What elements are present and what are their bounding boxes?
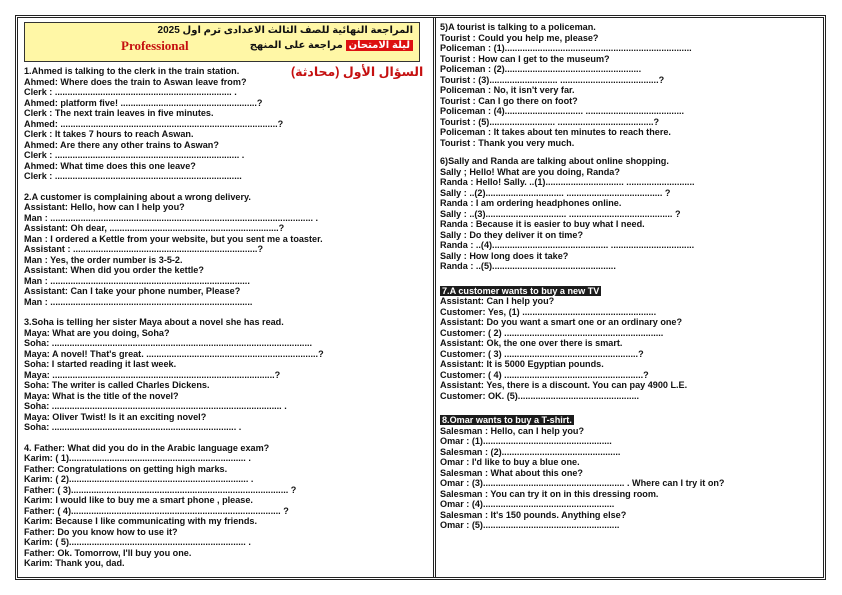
dialogue-line: Tourist : Thank you very much. <box>440 137 575 148</box>
dialogue-line: Sally : ..(2)............................... ...................................... ? <box>440 187 671 198</box>
dialogue-line: Maya: ........................................................................................? <box>24 369 281 380</box>
dialogue-line: Tourist : Can I go there on foot? <box>440 95 578 106</box>
dialogue-line: Randa : I am ordering headphones online. <box>440 198 622 208</box>
left-column <box>24 22 429 569</box>
dialogue-line: Salesman : (2)............................................... <box>440 446 621 457</box>
dialogue-line: Randa : ..(4).............................................. ................................. <box>440 240 695 250</box>
dialogue-line: Policeman : (2)...................................................... <box>440 64 642 74</box>
dialogue-line: Karim: ( 2)....................................................................... . <box>24 474 254 484</box>
dialogue-line: Karim: Thank you, dad. <box>24 558 125 568</box>
dialogue-line: Sally ; Hello! What are you doing, Randa? <box>440 166 620 177</box>
dialogue-line: Tourist : (5).......................... ......................................? <box>440 116 660 127</box>
dialogue-prompt: 1.Ahmed is talking to the clerk in the train station. <box>24 66 240 76</box>
dialogue-line: Policeman : It takes about ten minutes to reach there. <box>440 127 671 137</box>
banner-title: المراجعة النهائية للصف الثالث الاعدادى ترم اول 2025 <box>157 25 413 36</box>
column-divider <box>433 18 436 577</box>
dialogue-line: Assistant: When did you order the kettle? <box>24 265 204 275</box>
dialogue-5 <box>440 22 820 148</box>
dialogue-line: Man : ........................................................................................................ . <box>24 212 319 223</box>
dialogue-line: Assistant: Do you want a smart one or an ordinary one? <box>440 317 683 327</box>
dialogue-line: Maya: A novel! That's great. ....................................................................? <box>24 348 324 359</box>
dialogue-line: Policeman : (1).......................................................................... <box>440 43 692 53</box>
dialogue-line: Randa : Hello! Sally. ..(1)............................... ........................... <box>440 177 695 187</box>
dialogue-line: Assistant: Yes, there is a discount. You can pay 4900 L.E. <box>440 380 688 390</box>
dialogue-line: Sally : ..(3)................................ ......................................... ? <box>440 208 681 219</box>
dialogue-line: Salesman : You can try it on in this dressing room. <box>440 488 659 499</box>
dialogue-line: Clerk : .......................................................................... <box>24 171 242 181</box>
dialogue-prompt <box>440 286 820 297</box>
dialogue-line: Tourist : Could you help me, please? <box>440 32 599 43</box>
dialogue-title: 6)Sally and Randa are talking about online shopping. <box>440 156 669 166</box>
dialogue-3 <box>24 317 429 433</box>
dialogue-line: Karim: ( 5)...................................................................... . <box>24 537 251 547</box>
dialogue-line: Tourist : (3)........................... .......................................? <box>440 74 665 85</box>
dialogue-line: Salesman : What about this one? <box>440 467 583 478</box>
dialogue-line: Ahmed: What time does this one leave? <box>24 160 196 171</box>
dialogue-line: Assistant : .........................................................................? <box>24 244 264 254</box>
dialogue-line: Karim: I would like to buy me a smart phone , please. <box>24 495 253 505</box>
title-banner <box>24 22 420 62</box>
dialogue-line: Policeman : No, it isn't very far. <box>440 85 575 95</box>
dialogue-line: Clerk : It takes 7 hours to reach Aswan. <box>24 129 194 139</box>
question-one-title: السؤال الأول (محادثة) <box>291 65 424 79</box>
dialogue-title: 7.A customer wants to buy a new TV <box>442 285 600 296</box>
dialogue-line: Ahmed: Where does the train to Aswan leave from? <box>24 76 247 87</box>
dialogue-line: Omar : (4).................................................... <box>440 499 615 509</box>
dialogue-line: Maya: What are you doing, Soha? <box>24 327 170 338</box>
dialogue-line: Father: Ok. Tomorrow, I'll buy you one. <box>24 547 192 558</box>
dialogue-line: Omar : (1)................................................... <box>440 436 612 446</box>
dialogue-prompt: 2.A customer is complaining about a wrong delivery. <box>24 191 251 202</box>
dialogue-prompt <box>440 415 820 426</box>
dialogue-line: Tourist : How can I get to the museum? <box>440 53 610 64</box>
dialogue-line: Policeman : (4)............................... ....................................... <box>440 106 685 116</box>
dialogue-title: 5)A tourist is talking to a policeman. <box>440 22 596 32</box>
dialogue-line: Salesman : It's 150 pounds. Anything else? <box>440 509 627 520</box>
dialogue-8 <box>440 415 820 531</box>
dialogue-prompt: 4. Father: What did you do in the Arabic language exam? <box>24 442 270 453</box>
brand-name: Professional <box>121 38 189 53</box>
dialogue-line: Soha: ......................................................................... . <box>24 422 242 432</box>
dialogue-line: Father: Do you know how to use it? <box>24 526 178 537</box>
dialogue-prompt <box>440 22 820 33</box>
dialogue-prompt: 3.Soha is telling her sister Maya about a novel she has read. <box>24 317 284 327</box>
dialogue-7 <box>440 286 820 402</box>
dialogue-line: Sally : How long does it take? <box>440 250 569 261</box>
dialogue-line: Soha: ....................................................................................................... <box>24 338 313 348</box>
dialogue-prompt <box>440 156 820 167</box>
dialogue-line: Father: ( 4)................................................................................... ? <box>24 505 289 516</box>
dialogue-line: Clerk : ...................................................................... . <box>24 87 237 97</box>
dialogue-line: Customer: ( 3) .....................................................? <box>440 348 644 359</box>
dialogue-line: Clerk : The next train leaves in five minutes. <box>24 108 214 118</box>
dialogue-4 <box>24 443 429 569</box>
dialogue-line: Assistant: Hello, how can I help you? <box>24 202 185 212</box>
dialogue-line: Father: Congratulations on getting high marks. <box>24 463 228 474</box>
dialogue-line: Randa : Because it is easier to buy what I need. <box>440 219 645 229</box>
dialogue-1 <box>24 66 429 182</box>
right-column <box>440 22 820 531</box>
dialogue-line: Man : Yes, the order number is 3-5-2. <box>24 254 183 265</box>
dialogue-line: Ahmed: Are there any other trains to Aswan? <box>24 139 219 150</box>
dialogue-line: Customer: OK. (5)................................................ <box>440 390 640 401</box>
banner-subtitle <box>250 40 413 51</box>
dialogue-line: Soha: I started reading it last week. <box>24 359 177 369</box>
dialogue-2 <box>24 192 429 308</box>
dialogue-line: Omar : (3)........................................................ . Where can I try it on? <box>440 478 725 488</box>
dialogue-line: Omar : I'd like to buy a blue one. <box>440 457 580 467</box>
dialogue-line: Assistant: Can I take your phone number, Please? <box>24 286 241 296</box>
dialogue-line: Clerk : ......................................................................... . <box>24 150 245 160</box>
dialogue-6 <box>440 156 820 272</box>
dialogue-line: Karim: ( 1)...................................................................... . <box>24 453 251 463</box>
dialogue-line: Man : I ordered a Kettle from your website, but you sent me a toaster. <box>24 233 323 244</box>
dialogue-line: Soha: ........................................................................................... . <box>24 401 287 411</box>
dialogue-line: Assistant: Oh dear, ...................................................................? <box>24 223 285 233</box>
dialogue-line: Sally : Do they deliver it on time? <box>440 229 584 240</box>
dialogue-line: Karim: Because I like communicating with my friends. <box>24 516 257 526</box>
dialogue-title: 8.Omar wants to buy a T-shirt. <box>442 415 572 425</box>
dialogue-line: Randa : ..(5)................................................. <box>440 261 616 271</box>
left-questions <box>24 66 429 569</box>
dialogue-line: Maya: What is the title of the novel? <box>24 390 179 401</box>
dialogue-line: Salesman : Hello, can I help you? <box>440 425 585 436</box>
dialogue-line: Maya: Oliver Twist! Is it an exciting novel? <box>24 411 207 422</box>
dialogue-line: Customer: ( 2) ............................................................... <box>440 327 664 338</box>
dialogue-line: Assistant: Can I help you? <box>440 296 555 306</box>
dialogue-line: Man : ............................................................................... <box>24 275 250 286</box>
curriculum-review-text: مراجعة على المنهج <box>249 40 343 51</box>
exam-night-badge: ليلة الامتحان <box>346 40 413 51</box>
dialogue-line: Ahmed: platform five! ......................................................? <box>24 97 263 108</box>
dialogue-line: Ahmed: ......................................................................................? <box>24 118 284 129</box>
dialogue-line: Assistant: It is 5000 Egyptian pounds. <box>440 359 604 369</box>
dialogue-line: Omar : (5)...................................................... <box>440 520 620 530</box>
dialogue-line: Soha: The writer is called Charles Dickens. <box>24 380 210 390</box>
dialogue-line: Customer: ( 4) .......................................................? <box>440 369 649 380</box>
right-questions <box>440 22 820 531</box>
dialogue-line: Father: ( 3)...................................................................................... ? <box>24 484 297 495</box>
dialogue-line: Assistant: Ok, the one over there is smart. <box>440 338 623 348</box>
dialogue-line: Customer: Yes, (1) ..................................................... <box>440 306 657 317</box>
dialogue-line: Man : ................................................................................ <box>24 296 253 307</box>
